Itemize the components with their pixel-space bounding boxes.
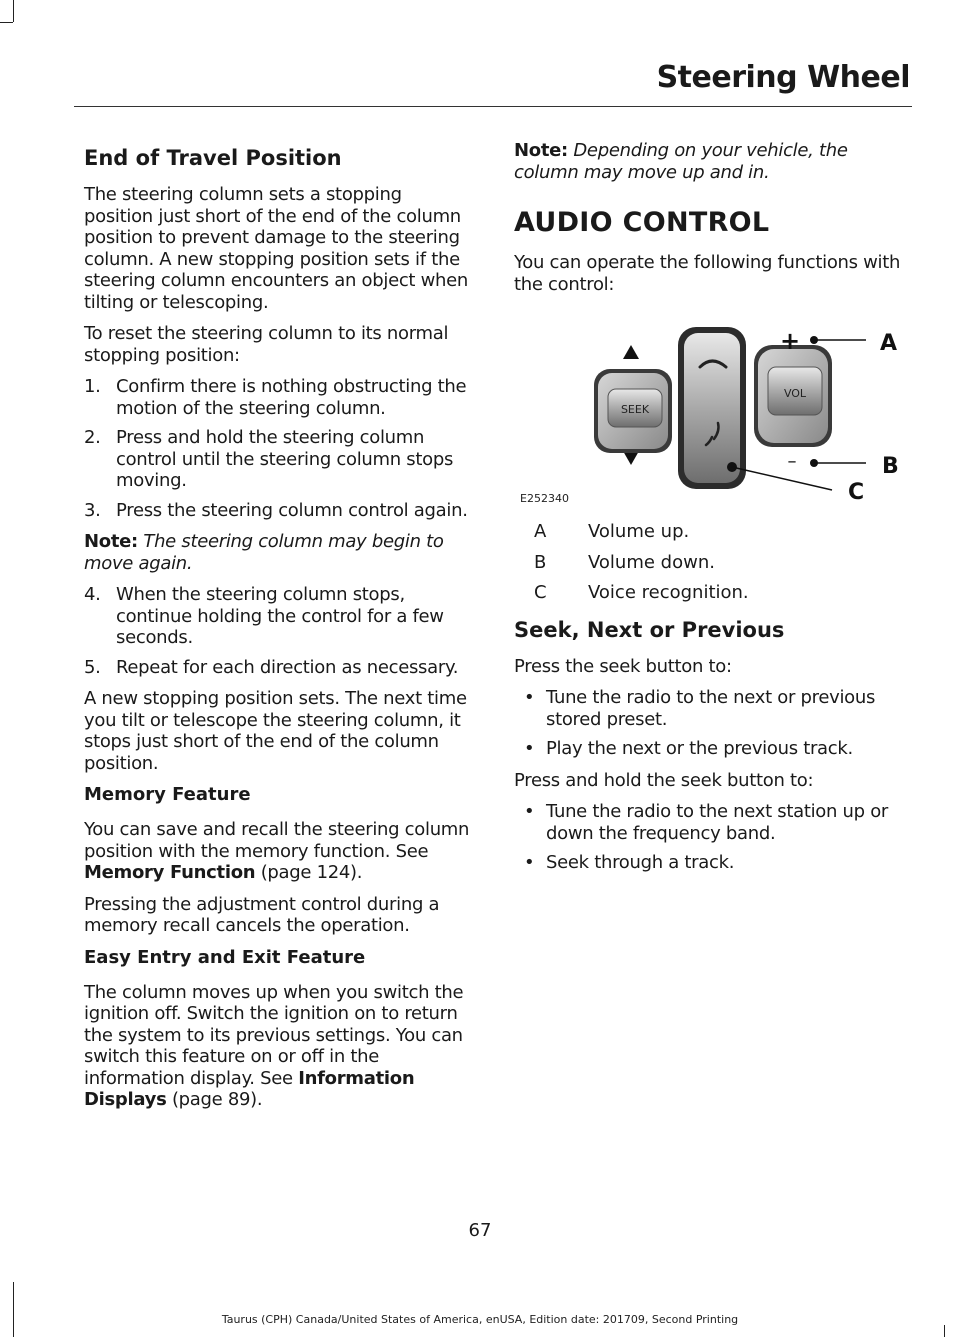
footer-edition: Taurus (CPH) Canada/United States of America, enUSA, Edition date: 201709, Second Printing [221,1313,739,1326]
bullet: • [524,738,535,759]
crop-mark [13,1282,14,1337]
legend-key: B [534,551,547,573]
header-divider [74,106,912,107]
volume-button[interactable] [754,345,832,447]
bullet: • [524,687,535,708]
step-number: 2. [84,427,101,448]
legend-row [514,521,906,543]
paragraph: A new stopping position sets. The next time you tilt or telescope the steering column, it stops just short of the end of the column position. [84,688,467,774]
steps-list [84,584,476,678]
list-item [84,376,476,419]
step-number: 4. [84,584,101,605]
note-label: Note: [84,531,138,552]
note [514,140,906,183]
list-item [514,738,906,760]
legend-key: A [534,521,547,542]
figure-id: E252340 [520,492,569,505]
cross-reference-link[interactable]: Information Displays [84,1067,415,1110]
volume-up-plus-icon: + [779,327,801,355]
heading-memory-feature: Memory Feature [84,784,251,805]
list-item [84,657,476,679]
legend-value: Volume up. [588,521,690,542]
paragraph: Press the seek button to: [514,655,732,677]
volume-down-minus-icon: – [787,451,797,472]
paragraph: Press and hold the seek button to: [514,769,814,791]
list-item [514,687,906,730]
paragraph: Pressing the adjustment control during a memory recall cancels the operation. [84,893,440,936]
bullet: • [524,852,535,873]
audio-control-diagram [514,305,906,505]
text: (page 124). [255,862,363,883]
cross-reference-link[interactable]: Memory Function [84,862,256,883]
paragraph: You can operate the following functions with the control: [514,252,901,295]
voice-phone-panel[interactable] [678,327,746,489]
list-item [514,801,906,844]
right-column [514,140,906,884]
bullet-list [514,687,906,760]
text: The column moves up when you switch the ignition off. Switch the ignition on to return the system to its previous settings. You can switch this feature on or off in the information display. See [84,981,464,1089]
steps-list [84,376,476,521]
step-text: Repeat for each direction as necessary. [116,656,459,678]
page-title: Steering Wheel [656,60,910,95]
callout-c: C [848,480,865,505]
seek-label: SEEK [620,403,650,416]
paragraph: To reset the steering column to its normal stopping position: [84,323,449,366]
bullet: • [524,801,535,822]
heading-end-of-travel: End of Travel Position [84,146,342,170]
callout-b: B [882,454,899,479]
note-text: The steering column may begin to move again. [84,531,444,574]
volume-label: VOL [783,387,807,400]
audio-control-illustration [514,305,906,505]
callout-a: A [880,331,898,356]
step-text: Press the steering column control again. [116,499,468,521]
note-label: Note: [514,140,568,161]
seek-button[interactable] [594,369,672,453]
step-number: 3. [84,499,101,521]
list-item [84,427,476,492]
crop-mark [13,0,14,22]
heading-easy-entry: Easy Entry and Exit Feature [84,946,366,968]
bullet-text: Seek through a track. [546,852,735,873]
note-text: Depending on your vehicle, the column may move up and in. [514,140,848,183]
bullet-text: Tune the radio to the next station up or down the frequency band. [546,801,889,844]
step-number: 5. [84,656,101,678]
bullet-text: Play the next or the previous track. [546,738,853,759]
list-item [84,500,476,522]
crop-mark [944,1325,945,1337]
legend-value: Volume down. [588,551,715,573]
page-number: 67 [468,1220,492,1241]
text: You can save and recall the steering column position with the memory function. See [84,819,470,862]
step-text: Confirm there is nothing obstructing the motion of the steering column. [116,376,467,419]
seek-down-arrow-icon [623,451,639,465]
list-item [84,584,476,649]
heading-audio-control: AUDIO CONTROL [514,207,770,238]
legend-row [514,582,906,604]
bullet-text: Tune the radio to the next or previous stored preset. [546,687,876,730]
crop-mark [0,22,13,23]
legend-value: Voice recognition. [588,582,749,603]
note [84,531,476,574]
step-number: 1. [84,376,101,397]
left-column [84,140,476,1121]
paragraph [84,982,476,1111]
list-item [514,852,906,874]
paragraph: The steering column sets a stopping position just short of the end of the column position to prevent damage to the steering column. A new stopping position sets if the steering column encounters an object when tilting or telescoping. [84,184,469,313]
bullet-list [514,801,906,874]
step-text: When the steering column stops, continue holding the control for a few seconds. [116,584,444,648]
text: (page 89). [166,1089,263,1110]
paragraph [84,819,476,884]
legend-key: C [534,582,547,603]
seek-up-arrow-icon [623,345,639,359]
legend-table [514,521,906,604]
legend-row [514,552,906,574]
step-text: Press and hold the steering column control until the steering column stops moving. [116,427,454,491]
heading-seek: Seek, Next or Previous [514,617,785,642]
